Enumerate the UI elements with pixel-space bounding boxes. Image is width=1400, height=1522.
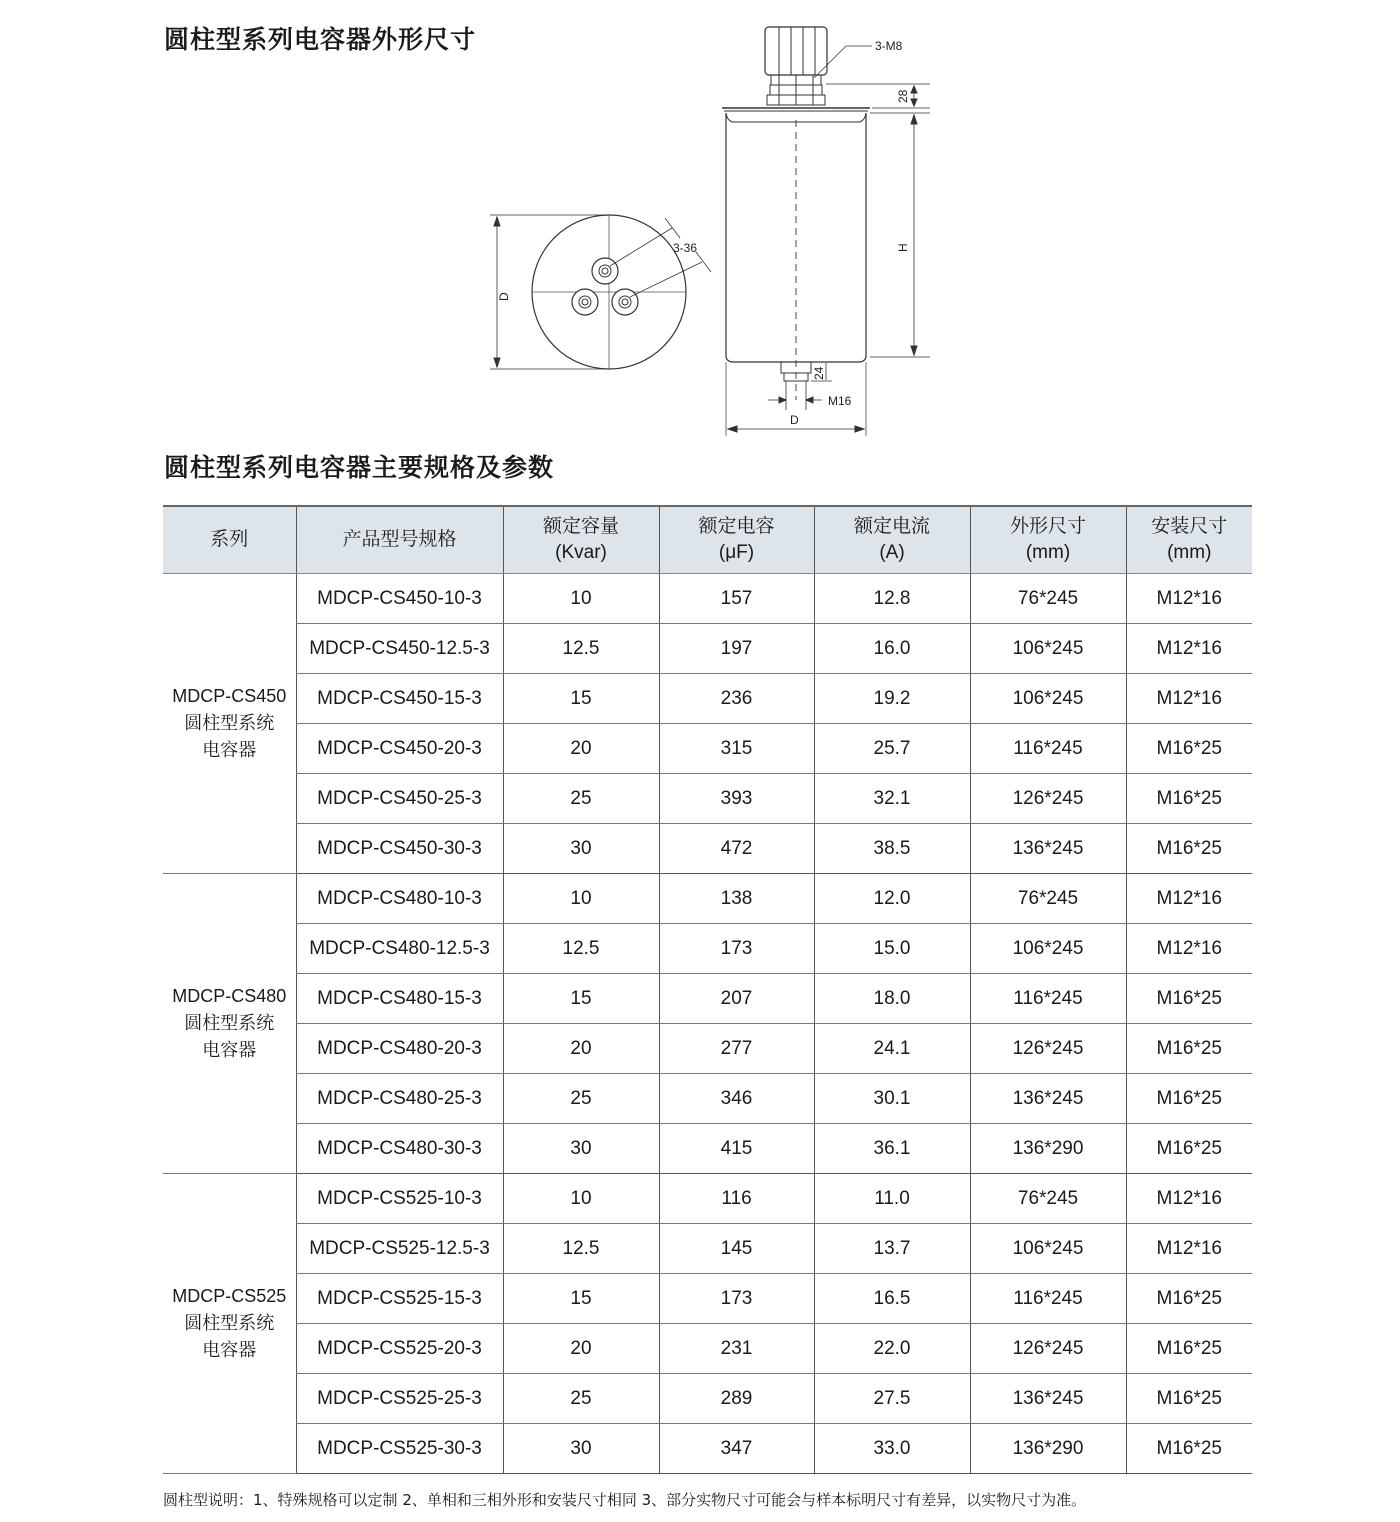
table-cell: M16*25 — [1126, 1274, 1252, 1324]
table-cell: 415 — [659, 1124, 814, 1174]
table-cell: M12*16 — [1126, 574, 1252, 624]
series-text: 圆柱型系统 — [184, 1313, 275, 1333]
table-row — [163, 1174, 1252, 1224]
table-cell: M16*25 — [1126, 824, 1252, 874]
table-cell: M16*25 — [1126, 1124, 1252, 1174]
table-cell: 106*245 — [970, 674, 1126, 724]
column-header-text: 产品型号规格 — [342, 529, 457, 550]
side-view — [722, 27, 930, 436]
table-cell: 13.7 — [814, 1224, 970, 1274]
table-row — [163, 874, 1252, 924]
table-cell: 27.5 — [814, 1374, 970, 1424]
specs-section-title: 圆柱型系列电容器主要规格及参数 — [164, 453, 555, 482]
table-cell: MDCP-CS480-30-3 — [296, 1124, 503, 1174]
table-cell: 126*245 — [970, 1324, 1126, 1374]
table-cell: 231 — [659, 1324, 814, 1374]
table-cell: 10 — [503, 1174, 659, 1224]
table-cell: M16*25 — [1126, 1024, 1252, 1074]
table-cell: M16*25 — [1126, 774, 1252, 824]
table-cell: MDCP-CS480-10-3 — [296, 874, 503, 924]
column-header-text: (A) — [879, 542, 905, 563]
table-cell: MDCP-CS525-20-3 — [296, 1324, 503, 1374]
column-header — [814, 506, 970, 574]
table-row — [163, 624, 1252, 674]
table-row — [163, 1074, 1252, 1124]
column-header-text: (Kvar) — [555, 542, 607, 563]
table-cell: 12.5 — [503, 1224, 659, 1274]
stud-label: M16 — [828, 394, 852, 408]
table-cell: 24.1 — [814, 1024, 970, 1074]
table-cell: 207 — [659, 974, 814, 1024]
table-cell: 126*245 — [970, 774, 1126, 824]
table-cell: 30 — [503, 824, 659, 874]
table-cell: MDCP-CS525-25-3 — [296, 1374, 503, 1424]
table-cell: 136*245 — [970, 824, 1126, 874]
footnote: 圆柱型说明：1、特殊规格可以定制 2、单相和三相外形和安装尺寸相同 3、部分实物尺寸可能会与样本标明尺寸有差异，以实物尺寸为准。 — [163, 1491, 1087, 1509]
table-row — [163, 724, 1252, 774]
table-cell: MDCP-CS525-12.5-3 — [296, 1224, 503, 1274]
table-cell: 15 — [503, 674, 659, 724]
diameter-side-label: D — [497, 292, 511, 301]
series-cell — [163, 874, 296, 1174]
table-row — [163, 1324, 1252, 1374]
table-cell: 116*245 — [970, 1274, 1126, 1324]
table-cell: 347 — [659, 1424, 814, 1474]
table-cell: 76*245 — [970, 1174, 1126, 1224]
table-cell: M16*25 — [1126, 1074, 1252, 1124]
table-cell: 25 — [503, 1074, 659, 1124]
column-header-text: (mm) — [1167, 542, 1212, 563]
column-header — [1126, 506, 1252, 574]
capacitor-outline-drawing — [0, 0, 1400, 445]
series-text: MDCP-CS480 — [172, 986, 287, 1006]
table-cell: 236 — [659, 674, 814, 724]
table-cell: 16.5 — [814, 1274, 970, 1324]
series-cell — [163, 574, 296, 874]
table-cell: MDCP-CS450-25-3 — [296, 774, 503, 824]
series-text: MDCP-CS450 — [172, 686, 287, 706]
table-cell: 472 — [659, 824, 814, 874]
outline-section-title: 圆柱型系列电容器外形尺寸 — [164, 25, 477, 54]
series-text: MDCP-CS525 — [172, 1286, 287, 1306]
table-cell: 346 — [659, 1074, 814, 1124]
series-text: 圆柱型系统 — [184, 1013, 275, 1033]
column-header-text: (mm) — [1025, 542, 1071, 563]
column-header-text: 额定电容 — [698, 516, 775, 537]
column-header — [503, 506, 659, 574]
table-cell: MDCP-CS480-20-3 — [296, 1024, 503, 1074]
table-row — [163, 574, 1252, 624]
table-cell: 19.2 — [814, 674, 970, 724]
table-cell: 15 — [503, 1274, 659, 1324]
table-cell: MDCP-CS480-15-3 — [296, 974, 503, 1024]
column-header-text: 安装尺寸 — [1151, 516, 1228, 537]
top-view — [490, 215, 711, 369]
column-header-text: 外形尺寸 — [1009, 516, 1086, 537]
table-cell: 12.0 — [814, 874, 970, 924]
table-cell: 25.7 — [814, 724, 970, 774]
table-row — [163, 1024, 1252, 1074]
table-cell: M16*25 — [1126, 1424, 1252, 1474]
column-header-text: 系列 — [210, 529, 249, 550]
table-cell: MDCP-CS450-15-3 — [296, 674, 503, 724]
table-cell: 315 — [659, 724, 814, 774]
table-row — [163, 1424, 1252, 1474]
table-cell: 12.8 — [814, 574, 970, 624]
column-header-text: 额定电流 — [853, 516, 930, 537]
table-cell: 106*245 — [970, 624, 1126, 674]
table-cell: 15.0 — [814, 924, 970, 974]
table-cell: 30 — [503, 1424, 659, 1474]
table-row — [163, 1124, 1252, 1174]
table-cell: 116*245 — [970, 974, 1126, 1024]
table-cell: 106*245 — [970, 1224, 1126, 1274]
table-header-row — [163, 506, 1252, 574]
table-cell: 38.5 — [814, 824, 970, 874]
spec-table — [163, 505, 1252, 1474]
table-cell: M16*25 — [1126, 1324, 1252, 1374]
table-cell: 289 — [659, 1374, 814, 1424]
table-cell: 76*245 — [970, 874, 1126, 924]
diameter-bottom-label: D — [790, 413, 799, 427]
table-cell: 32.1 — [814, 774, 970, 824]
table-cell: MDCP-CS525-15-3 — [296, 1274, 503, 1324]
table-cell: 116*245 — [970, 724, 1126, 774]
table-row — [163, 1374, 1252, 1424]
table-cell: 136*290 — [970, 1124, 1126, 1174]
series-cell — [163, 1174, 296, 1474]
table-cell: M16*25 — [1126, 724, 1252, 774]
table-cell: 136*290 — [970, 1424, 1126, 1474]
table-cell: 20 — [503, 1024, 659, 1074]
table-cell: MDCP-CS480-12.5-3 — [296, 924, 503, 974]
table-cell: M16*25 — [1126, 974, 1252, 1024]
table-row — [163, 774, 1252, 824]
table-row — [163, 974, 1252, 1024]
table-cell: M12*16 — [1126, 874, 1252, 924]
column-header — [163, 506, 296, 574]
series-text: 电容器 — [202, 740, 257, 760]
holes-label: 3-36 — [673, 241, 698, 255]
table-cell: 138 — [659, 874, 814, 924]
table-cell: M12*16 — [1126, 624, 1252, 674]
table-row — [163, 924, 1252, 974]
terminals-label: 3-M8 — [875, 39, 903, 53]
table-cell: 16.0 — [814, 624, 970, 674]
table-cell: 36.1 — [814, 1124, 970, 1174]
table-cell: 10 — [503, 574, 659, 624]
table-cell: 76*245 — [970, 574, 1126, 624]
table-cell: 11.0 — [814, 1174, 970, 1224]
table-cell: 136*245 — [970, 1074, 1126, 1124]
table-cell: 25 — [503, 774, 659, 824]
table-cell: 30.1 — [814, 1074, 970, 1124]
table-cell: 20 — [503, 724, 659, 774]
table-cell: 10 — [503, 874, 659, 924]
height-label: H — [896, 243, 910, 252]
dim-24-label: 24 — [812, 366, 826, 380]
table-row — [163, 1224, 1252, 1274]
table-cell: MDCP-CS480-25-3 — [296, 1074, 503, 1124]
column-header — [659, 506, 814, 574]
table-cell: 393 — [659, 774, 814, 824]
table-cell: MDCP-CS450-20-3 — [296, 724, 503, 774]
table-cell: MDCP-CS525-30-3 — [296, 1424, 503, 1474]
column-header — [970, 506, 1126, 574]
series-text: 圆柱型系统 — [184, 713, 275, 733]
table-cell: 197 — [659, 624, 814, 674]
table-row — [163, 1274, 1252, 1324]
table-cell: 157 — [659, 574, 814, 624]
series-text: 电容器 — [202, 1040, 257, 1060]
table-cell: 106*245 — [970, 924, 1126, 974]
table-cell: 20 — [503, 1324, 659, 1374]
column-header — [296, 506, 503, 574]
table-cell: M16*25 — [1126, 1374, 1252, 1424]
table-cell: 12.5 — [503, 624, 659, 674]
table-cell: M12*16 — [1126, 1174, 1252, 1224]
table-cell: M12*16 — [1126, 674, 1252, 724]
table-cell: MDCP-CS450-10-3 — [296, 574, 503, 624]
table-cell: 18.0 — [814, 974, 970, 1024]
table-cell: 277 — [659, 1024, 814, 1074]
table-cell: 116 — [659, 1174, 814, 1224]
table-cell: 33.0 — [814, 1424, 970, 1474]
table-cell: 173 — [659, 1274, 814, 1324]
table-cell: MDCP-CS450-12.5-3 — [296, 624, 503, 674]
table-cell: M12*16 — [1126, 1224, 1252, 1274]
table-cell: 25 — [503, 1374, 659, 1424]
table-cell: 126*245 — [970, 1024, 1126, 1074]
column-header-text: 额定容量 — [542, 516, 619, 537]
table-cell: 30 — [503, 1124, 659, 1174]
table-row — [163, 674, 1252, 724]
table-cell: 15 — [503, 974, 659, 1024]
table-cell: MDCP-CS525-10-3 — [296, 1174, 503, 1224]
column-header-text: (μF) — [718, 542, 755, 563]
table-cell: 12.5 — [503, 924, 659, 974]
table-row — [163, 824, 1252, 874]
table-cell: 136*245 — [970, 1374, 1126, 1424]
dim-28-label: 28 — [896, 89, 910, 103]
table-cell: 145 — [659, 1224, 814, 1274]
table-cell: 22.0 — [814, 1324, 970, 1374]
table-cell: MDCP-CS450-30-3 — [296, 824, 503, 874]
table-cell: 173 — [659, 924, 814, 974]
series-text: 电容器 — [202, 1340, 257, 1360]
table-cell: M12*16 — [1126, 924, 1252, 974]
